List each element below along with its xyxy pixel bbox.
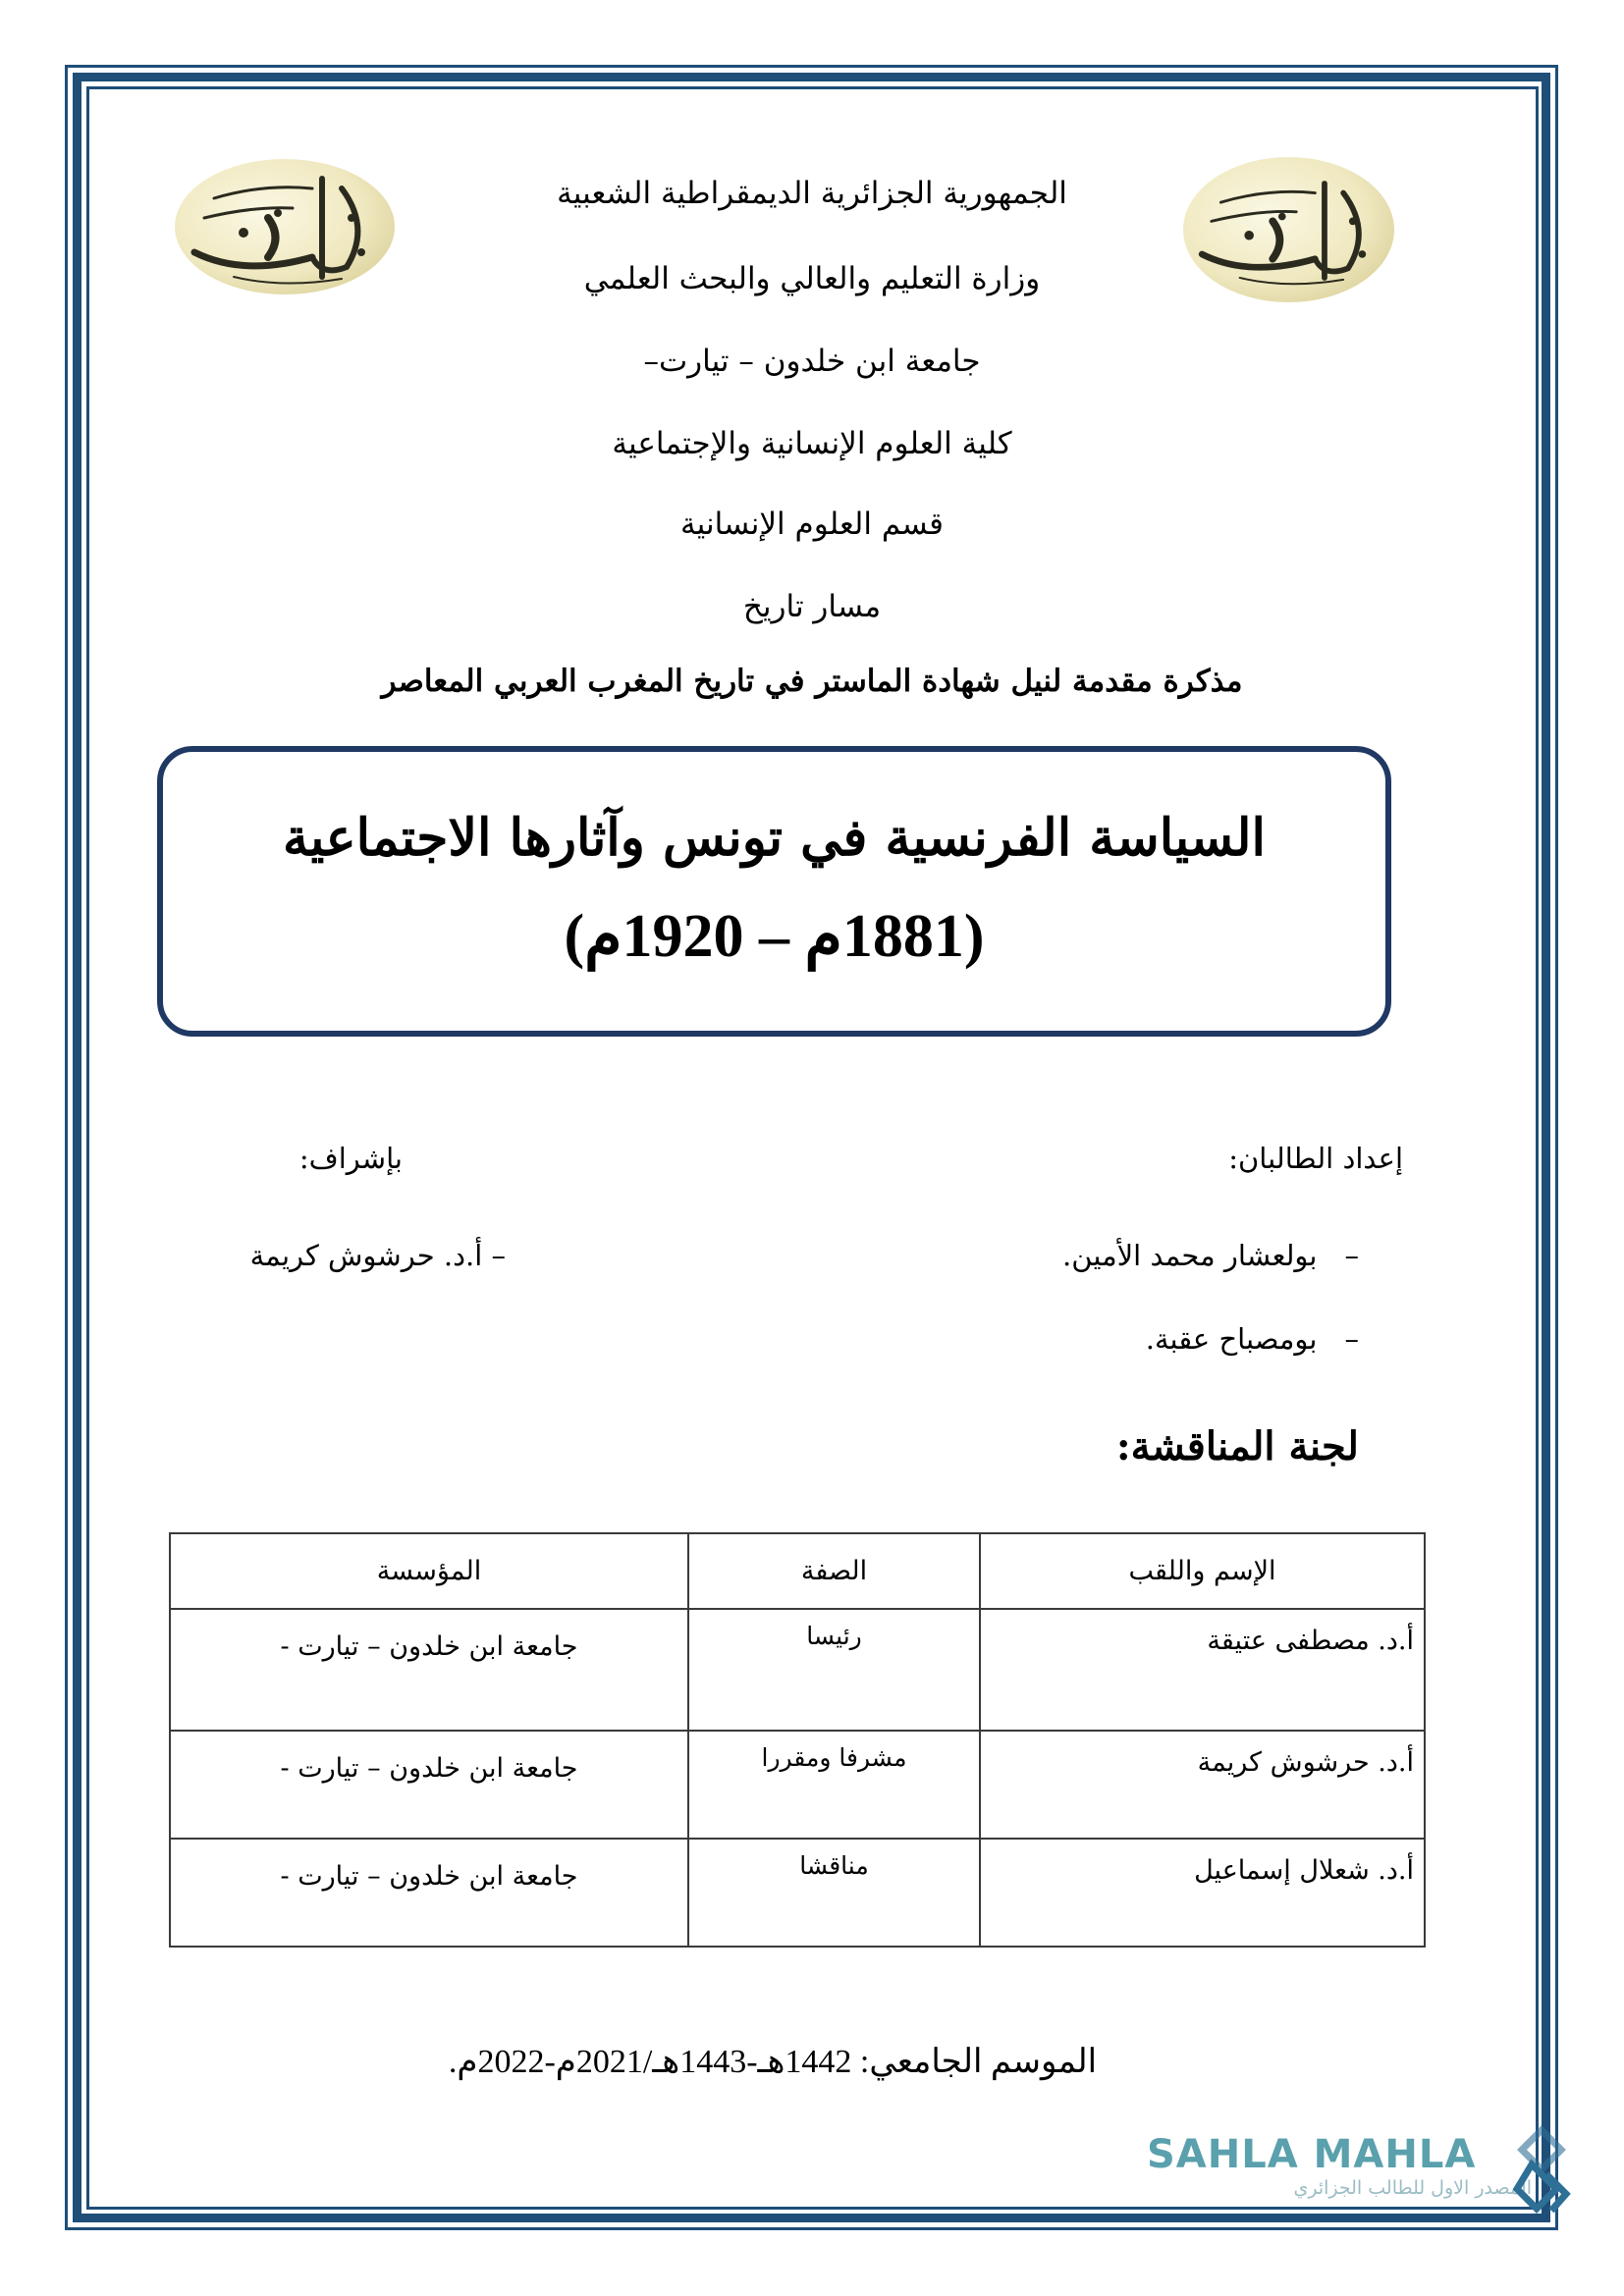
member-role: مناقشا xyxy=(688,1839,980,1947)
student-name: بومصباح عقبة. xyxy=(1145,1322,1318,1356)
member-institution: جامعة ابن خلدون – تيارت - xyxy=(170,1609,688,1731)
ministry-name: وزارة التعليم والعالي والبحث العلمي xyxy=(583,261,1041,296)
watermark-title: SAHLA MAHLA xyxy=(1147,2132,1477,2177)
member-institution: جامعة ابن خلدون – تيارت - xyxy=(170,1839,688,1947)
table-header-row xyxy=(170,1533,1425,1609)
member-name: أ.د. شعلال إسماعيل xyxy=(980,1839,1425,1947)
authors-label: إعداد الطالبان: xyxy=(1228,1142,1403,1175)
republic-name: الجمهورية الجزائرية الديمقراطية الشعبية xyxy=(557,176,1067,211)
column-header-name: الإسم واللقب xyxy=(980,1533,1425,1609)
student-item xyxy=(1062,1239,1359,1272)
list-dash: – xyxy=(1344,1322,1359,1356)
academic-year: الموسم الجامعي: 1442هـ-1443هـ/2021م-2022م. xyxy=(448,2044,1098,2080)
watermark-subtitle: المصدر الاول للطالب الجزائري xyxy=(1293,2177,1532,2199)
university-name: جامعة ابن خلدون – تيارت– xyxy=(643,344,981,379)
supervisor-name: – أ.د. حرشوش كريمة xyxy=(249,1239,506,1272)
committee-table xyxy=(169,1532,1426,1948)
member-role: رئيسا xyxy=(688,1609,980,1731)
faculty-name: كلية العلوم الإنسانية والإجتماعية xyxy=(612,426,1012,461)
column-header-role: الصفة xyxy=(688,1533,980,1609)
student-item xyxy=(1146,1322,1359,1356)
table-row xyxy=(170,1839,1425,1947)
table-row xyxy=(170,1609,1425,1731)
column-header-institution: المؤسسة xyxy=(170,1533,688,1609)
thesis-title-box xyxy=(157,746,1391,1037)
member-role: مشرفا ومقررا xyxy=(688,1731,980,1839)
table-row xyxy=(170,1731,1425,1839)
member-name: أ.د. مصطفى عتيقة xyxy=(980,1609,1425,1731)
track-name: مسار تاريخ xyxy=(742,589,882,624)
committee-title: لجنة المناقشة: xyxy=(1115,1423,1359,1469)
sahla-mahla-logo-icon xyxy=(1512,2120,1571,2218)
supervision-label: بإشراف: xyxy=(298,1142,403,1175)
thesis-purpose: مذكرة مقدمة لنيل شهادة الماستر في تاريخ المغرب العربي المعاصر xyxy=(381,664,1243,699)
member-institution: جامعة ابن خلدون – تيارت - xyxy=(170,1731,688,1839)
list-dash: – xyxy=(1344,1239,1359,1272)
department-name: قسم العلوم الإنسانية xyxy=(680,507,944,542)
thesis-title: السياسة الفرنسية في تونس وآثارها الاجتماعية xyxy=(283,808,1266,868)
student-name: بولعشار محمد الأمين. xyxy=(1062,1239,1318,1272)
member-name: أ.د. حرشوش كريمة xyxy=(980,1731,1425,1839)
thesis-period: (1881م – 1920م) xyxy=(564,903,985,970)
